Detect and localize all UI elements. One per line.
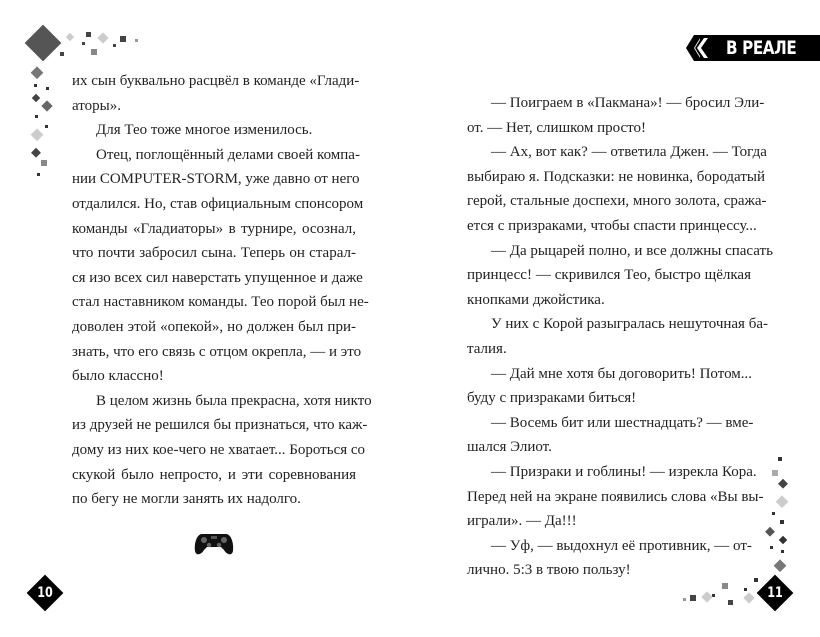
text-line: от. — Нет, слишком просто! (467, 119, 647, 136)
gamepad-icon (194, 531, 234, 556)
text-line: — Ах, вот как? — ответила Джен. — Тогда (491, 144, 767, 161)
text-line: было классно! (72, 368, 164, 385)
text-line: талия. (467, 340, 507, 357)
page-right-text (467, 91, 773, 583)
text-line: герой, стальные доспехи, много золота, сража- (467, 193, 767, 210)
text-line: — Восемь бит или шестнадцать? — вме- (491, 414, 754, 431)
text-line: — Уф, — выдохнул её противник, — от- (491, 537, 752, 554)
text-line: доволен этой «опекой», но должен был при- (72, 318, 356, 335)
text-line: кнопками джойстика. (467, 291, 605, 308)
text-line: — Призраки и гоблины! — изрекла Кора. (491, 463, 757, 480)
text-line: играли». — Да!!! (467, 513, 577, 530)
text-line: ся изо всех сил наверстать упущенное и даже (72, 269, 363, 286)
text-line: ется с призраками, чтобы спасти принцессу... (467, 217, 757, 234)
chevron-left-icon (686, 35, 714, 61)
text-line: буду с призраками биться! (467, 390, 637, 407)
text-line: отдалился. Но, став официальным спонсором (72, 195, 364, 212)
text-line: стал наставником команды. Тео порой был не- (72, 294, 369, 311)
text-line: шался Элиот. (467, 439, 552, 456)
chapter-header-tab (700, 35, 820, 61)
text-line: дому из них кое-чего не хватает... Бороться со (72, 441, 366, 458)
text-line: Отец, поглощённый делами своей компа- (96, 146, 360, 163)
text-line: принцесс! — скривился Тео, быстро щёлкая (467, 267, 751, 284)
text-line: нии COMPUTER-STORM, уже давно от него (72, 171, 360, 188)
page-number-right: 11 (757, 575, 793, 611)
text-line: знать, что его связь с отцом окрепла, — и это (72, 343, 362, 360)
text-line: их сын буквально расцвёл в команде «Глади- (72, 73, 360, 89)
text-line: из друзей не решился бы признаться, что каж- (72, 417, 368, 434)
text-line: аторы». (72, 97, 121, 114)
text-line: Перед ней на экране появились слова «Вы вы- (467, 488, 764, 505)
text-line: команды «Гладиаторы» в турнире, осознал, (72, 220, 356, 237)
text-line: В целом жизнь была прекрасна, хотя никто (96, 392, 372, 409)
text-line: что почти забросил сына. Теперь он старал- (72, 245, 356, 262)
page-number-left: 10 (27, 575, 63, 611)
text-line: по бегу не могли занять их надолго. (72, 491, 301, 508)
text-line: выбираю я. Подсказки: не новинка, бородатый (467, 168, 765, 185)
text-line: У них с Корой разыгралась нешуточная ба- (491, 316, 768, 333)
text-line: лично. 5:3 в твою пользу! (467, 562, 631, 579)
text-line: — Дай мне хотя бы договорить! Потом... (491, 365, 753, 382)
text-line: скукой было непросто, и эти соревнования (72, 466, 356, 483)
text-line: — Поиграем в «Пакмана»! — бросил Эли- (491, 95, 765, 111)
page-left-text (72, 69, 372, 512)
chapter-title: В РЕАЛЕ (726, 37, 797, 59)
text-line: Для Тео тоже многое изменилось. (96, 122, 313, 139)
text-line: — Да рыцарей полно, и все должны спасать (491, 242, 773, 259)
